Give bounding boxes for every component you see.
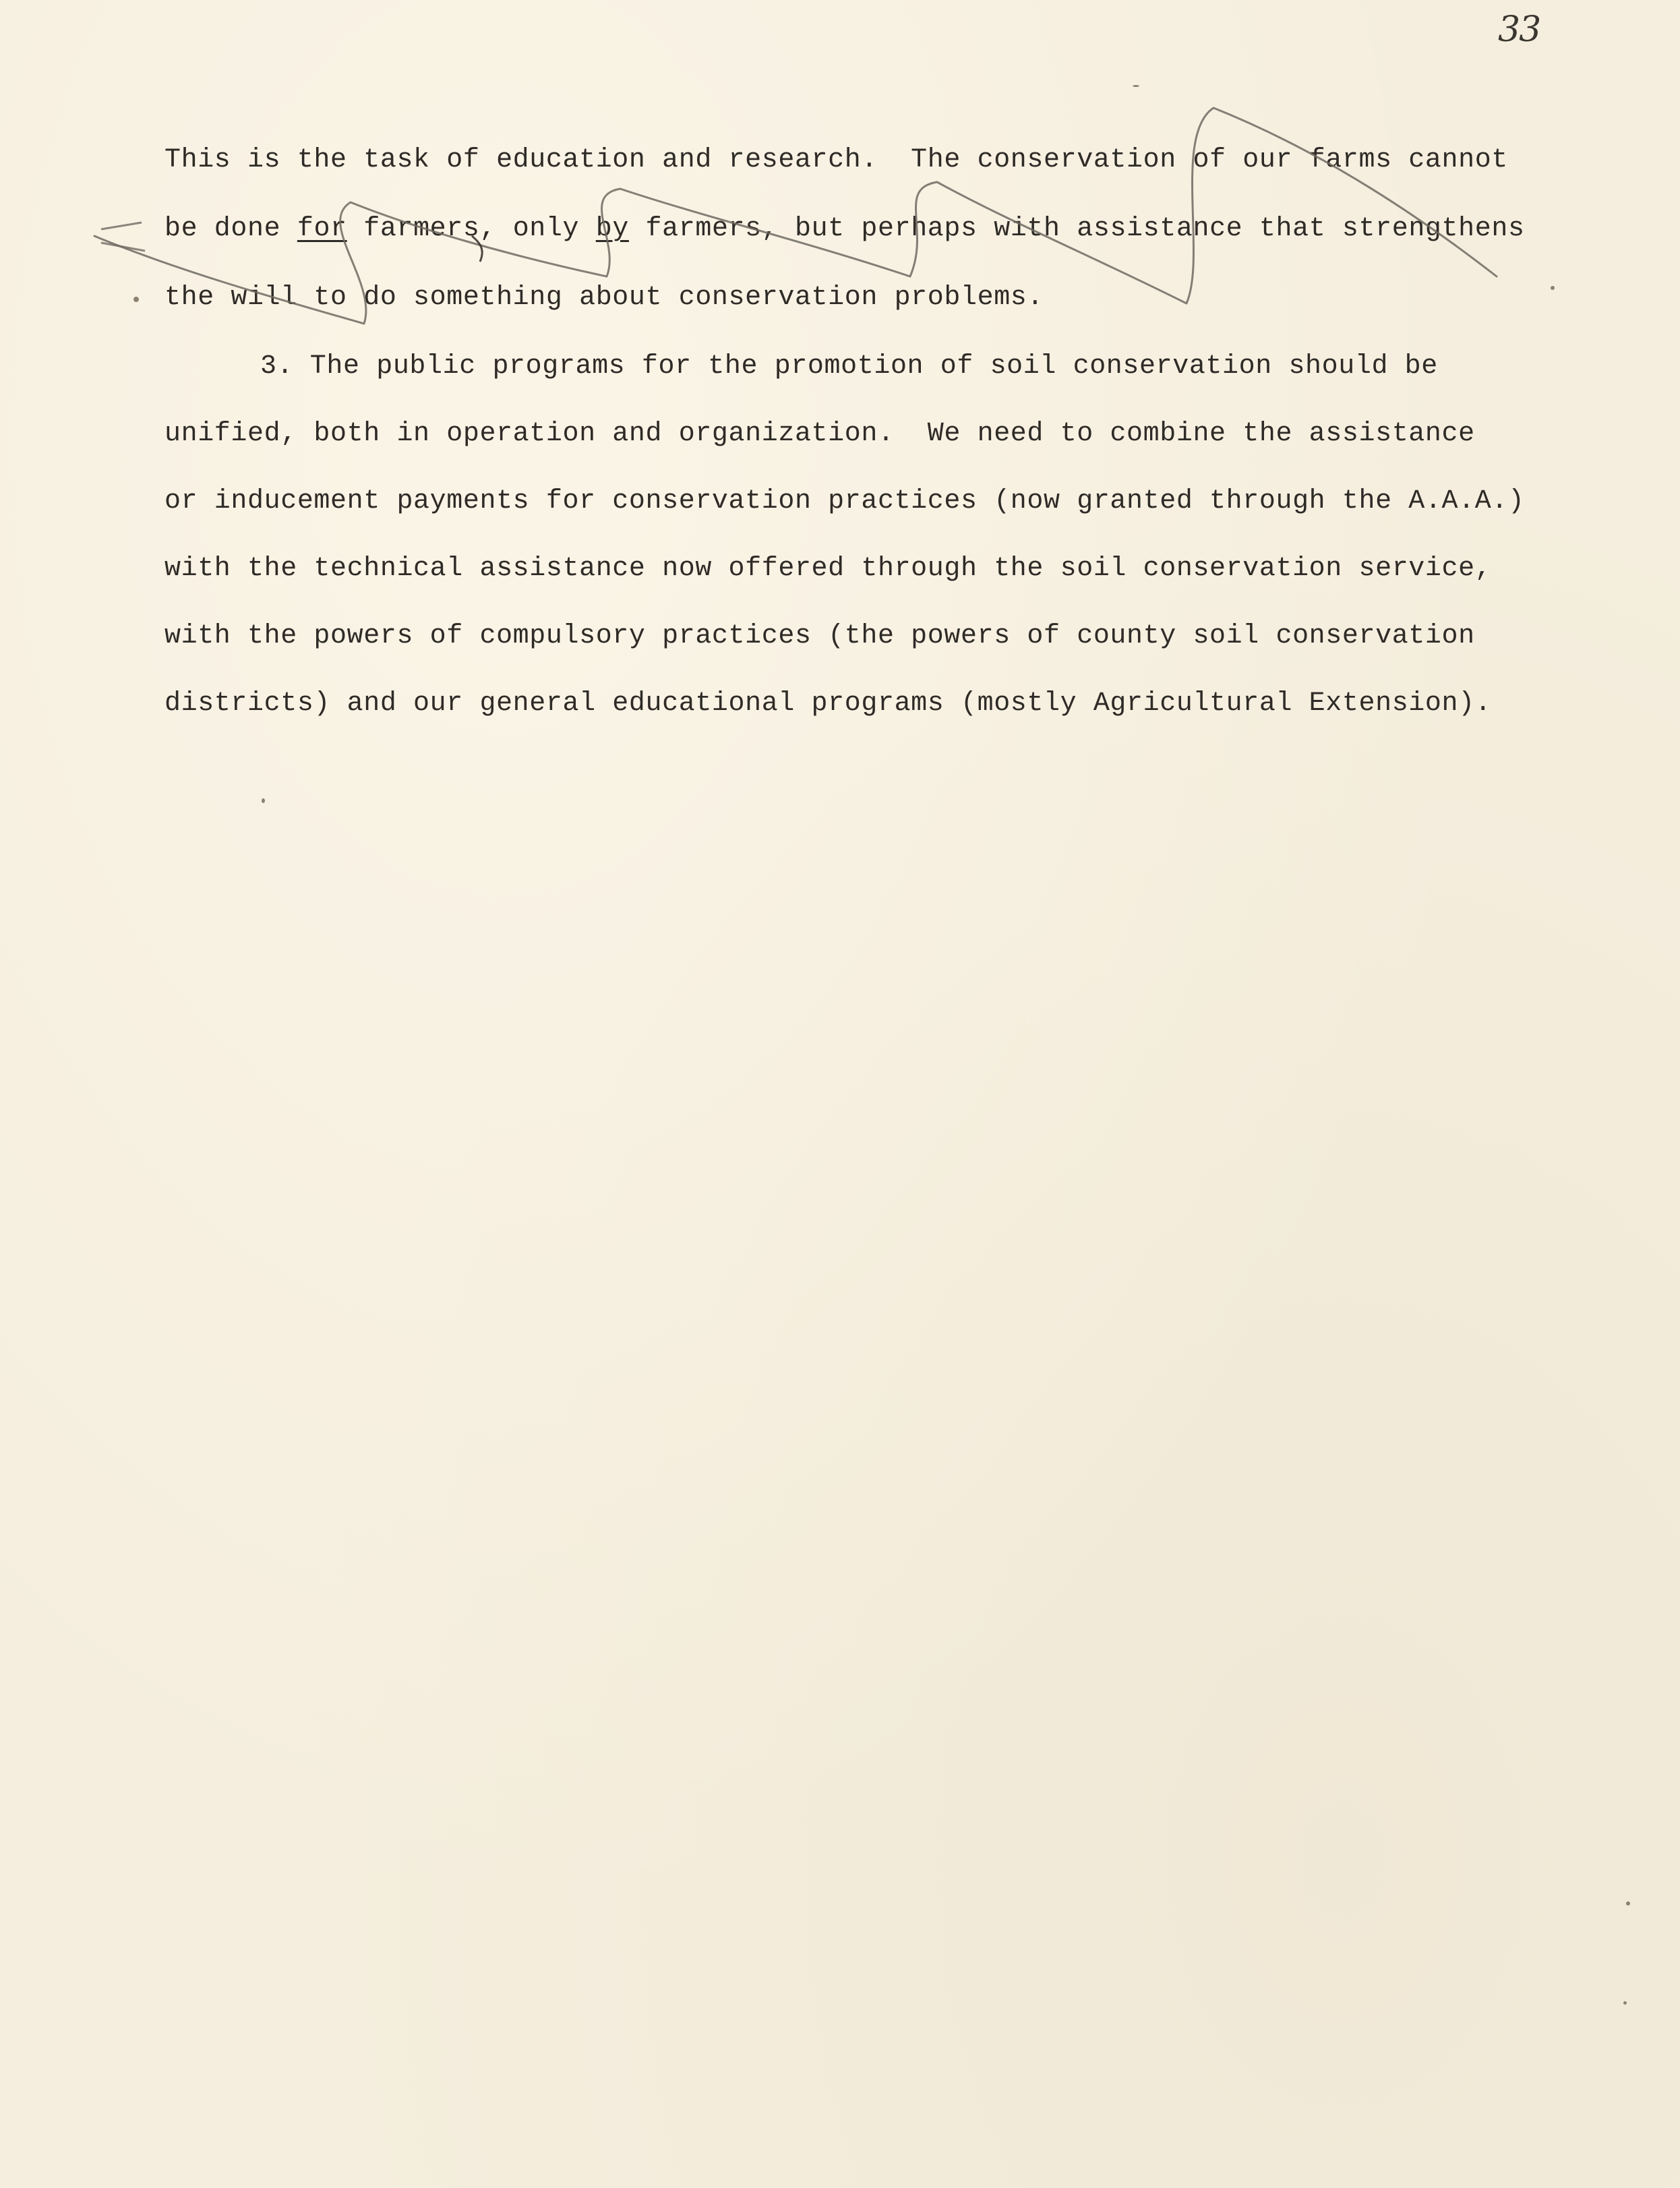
paper-speck xyxy=(1623,2001,1627,2005)
paper-speck xyxy=(1626,1901,1630,1905)
text-line-2-part: farmers, but perhaps with assistance that strengthens xyxy=(628,214,1525,244)
text-line-9: districts) and our general educational programs (mostly Agricultural Extension). xyxy=(164,688,1492,719)
paper-speck xyxy=(133,297,139,302)
text-line-2-part: farmers, only xyxy=(347,214,596,244)
page-number: 33 xyxy=(1498,9,1540,50)
text-line-1: This is the task of education and research. The conservation of our farms cannot xyxy=(164,145,1508,175)
underlined-word-for: for xyxy=(297,214,347,244)
text-line-5: unified, both in operation and organization. We need to combine the assistance xyxy=(164,419,1475,449)
text-line-6: or inducement payments for conservation practices (now granted through the A.A.A.) xyxy=(164,486,1525,516)
text-line-2 xyxy=(164,213,1525,245)
paper-speck xyxy=(1133,85,1139,87)
text-line-4: 3. The public programs for the promotion of soil conservation should be xyxy=(260,351,1438,382)
text-line-2-part: be done xyxy=(164,214,297,244)
text-line-7: with the technical assistance now offered through the soil conservation service, xyxy=(164,554,1492,584)
paper-speck xyxy=(1551,286,1555,290)
text-line-3: the will to do something about conservation problems. xyxy=(164,283,1044,313)
underlined-word-by: by xyxy=(595,214,629,244)
text-line-8: with the powers of compulsory practices (the powers of county soil conservation xyxy=(164,621,1475,651)
paper-speck xyxy=(262,798,265,803)
